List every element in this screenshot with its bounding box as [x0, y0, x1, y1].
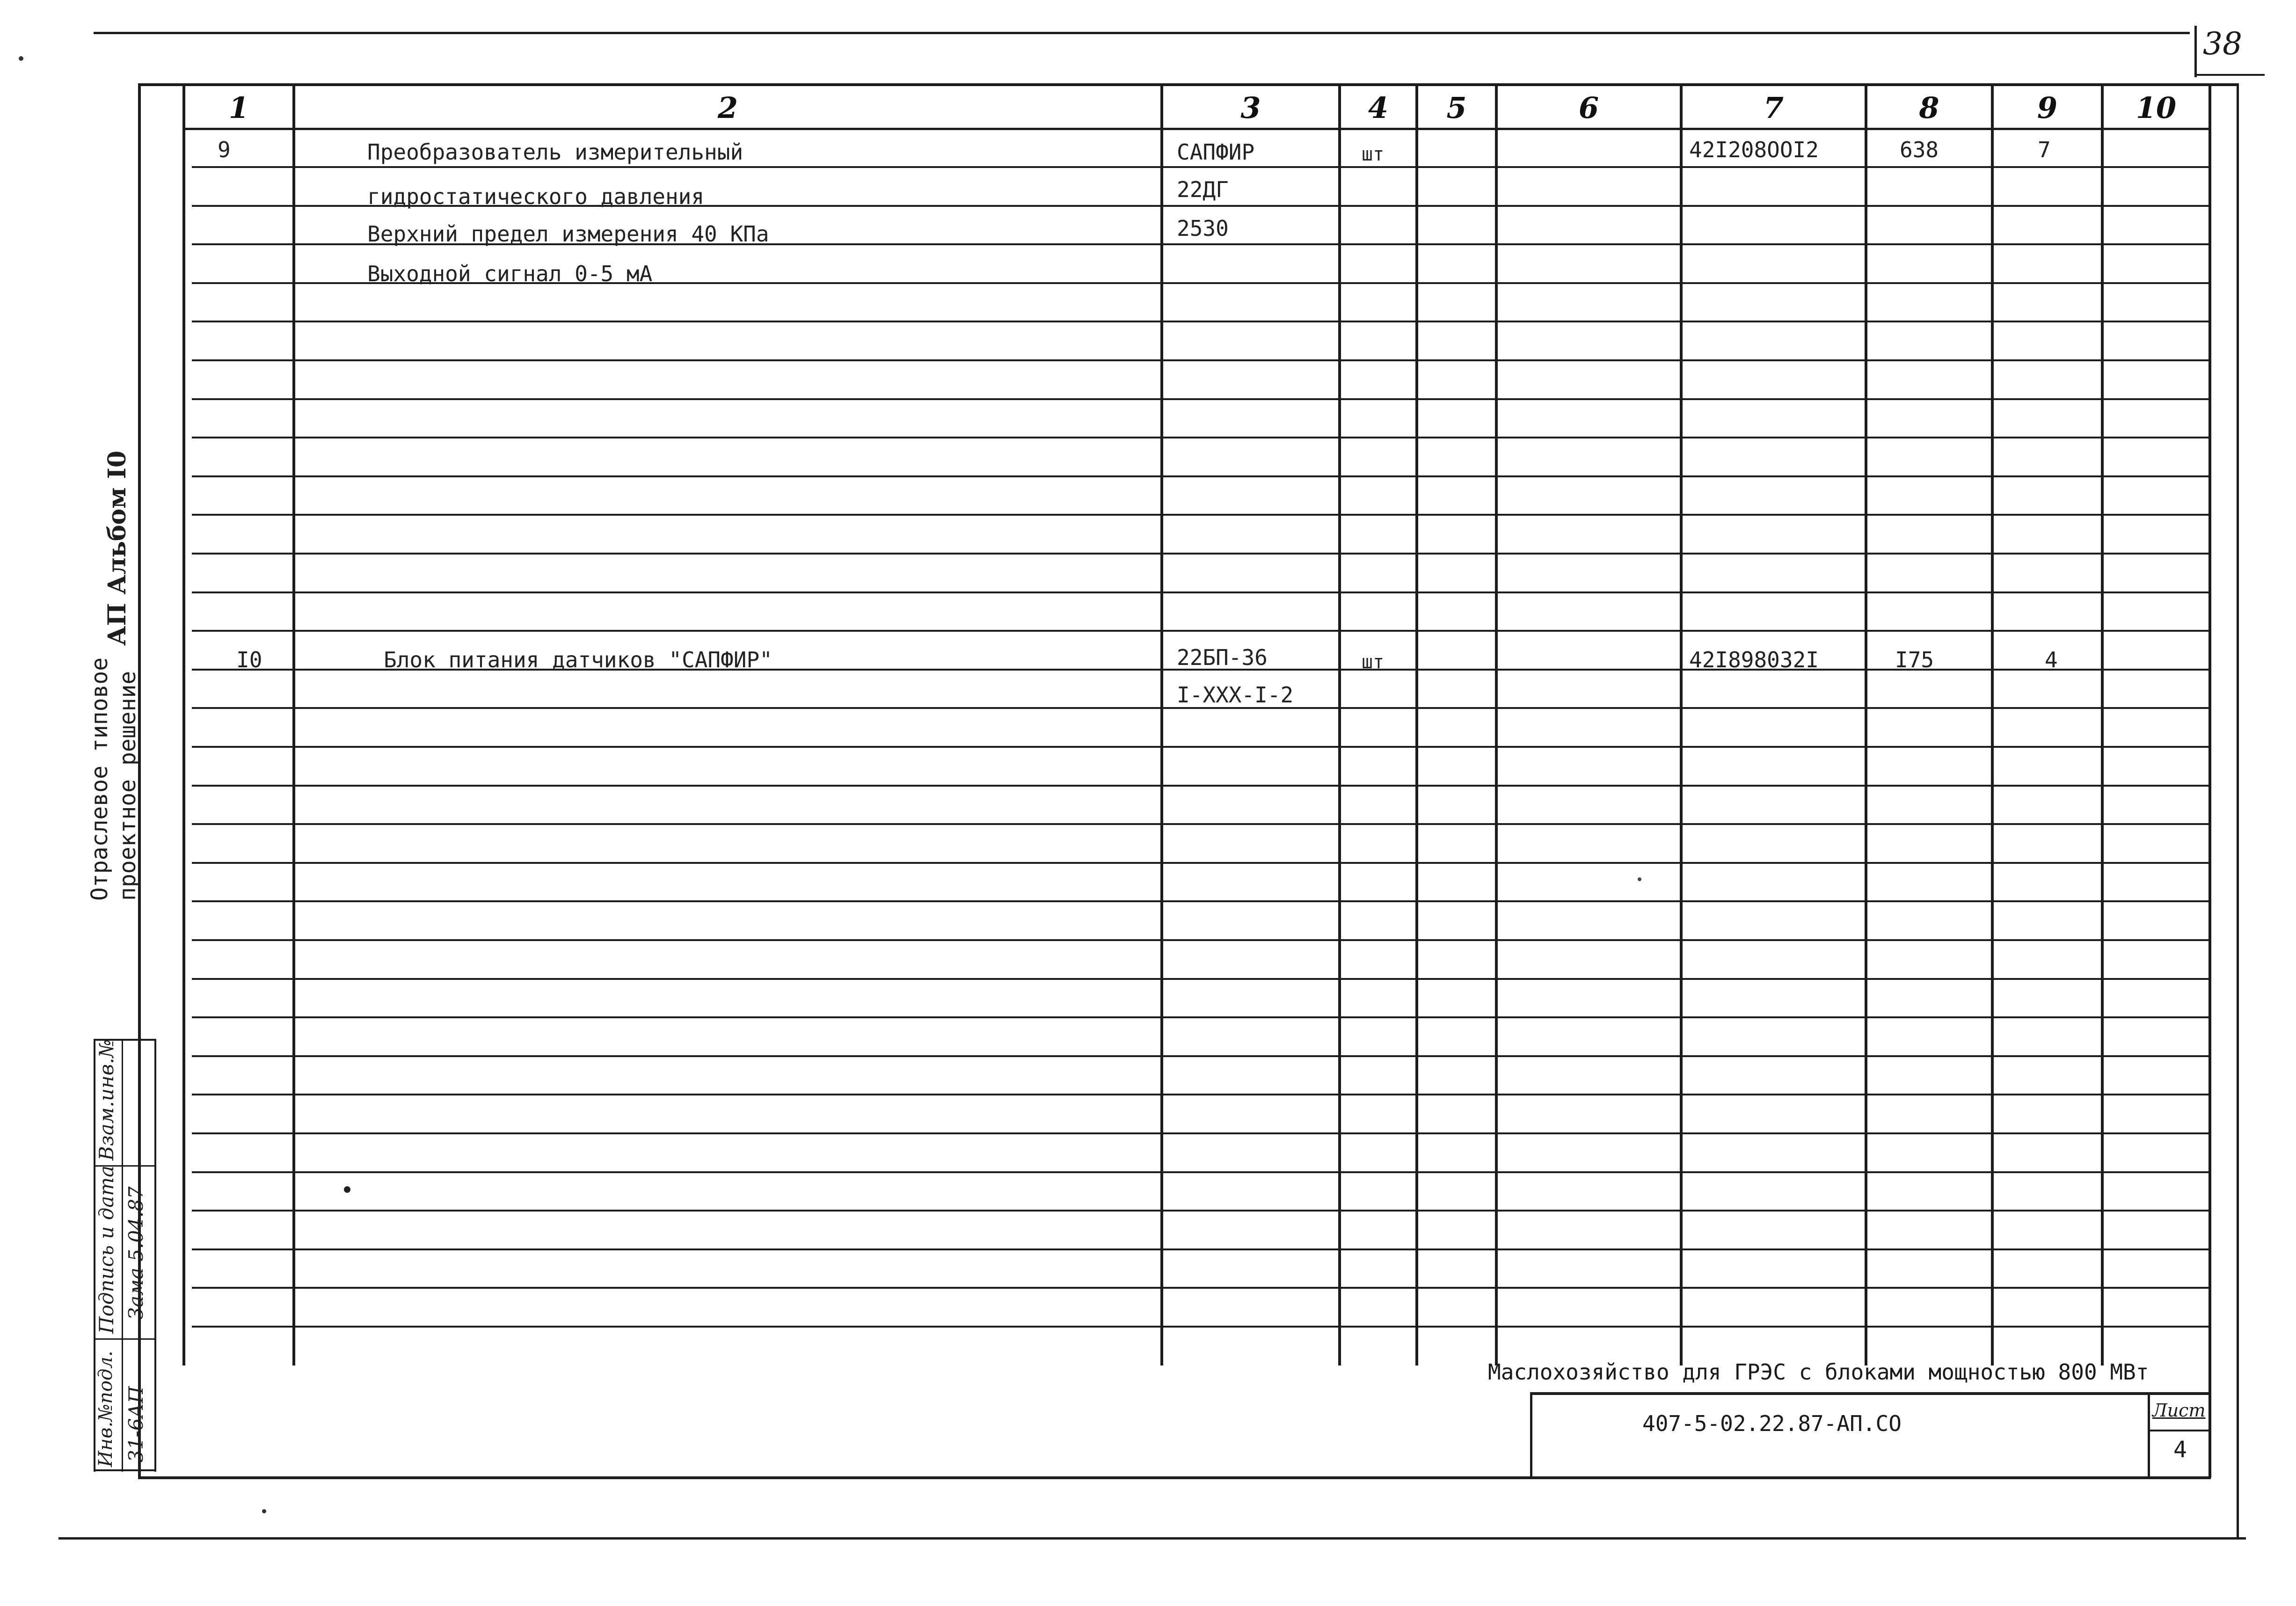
- item-type: 22БП-36: [1177, 645, 1268, 670]
- table-row-rule: [192, 321, 2211, 322]
- item-name: Преобразователь измерительный: [367, 139, 743, 165]
- page-number: 38: [2203, 26, 2242, 62]
- table-row-rule: [192, 1326, 2211, 1328]
- table-row-rule: [192, 1171, 2211, 1173]
- inventory-number-label: Инв.№подл.: [95, 1350, 117, 1467]
- scan-speck: [19, 56, 23, 61]
- item-unit: шт: [1362, 651, 1385, 673]
- inventory-number-value: 31-6АП: [124, 1386, 147, 1462]
- item-name: гидростатического давления: [367, 184, 705, 209]
- item-name: Блок питания датчиков "САПФИР": [384, 647, 773, 672]
- signature-date-value: Зама 5.04.87: [124, 1186, 147, 1320]
- project-title: Маслохозяйство для ГРЭС с блоками мощностью 800 МВт: [1488, 1359, 2149, 1385]
- table-row-rule: [192, 514, 2211, 516]
- table-row-rule: [192, 746, 2211, 748]
- document-code: 407-5-02.22.87-АП.СО: [1642, 1411, 1902, 1436]
- item-col8: 638: [1900, 137, 1939, 162]
- table-row-rule: [192, 939, 2211, 941]
- table-row-rule: [192, 591, 2211, 593]
- item-quantity: 7: [2038, 137, 2051, 162]
- scan-speck: [262, 1509, 266, 1513]
- column-header-2: 2: [717, 90, 738, 125]
- table-row-rule: [192, 785, 2211, 787]
- album-label: АП Альбом I0: [103, 450, 131, 646]
- column-header-8: 8: [1919, 90, 1939, 125]
- item-type: I-XXX-I-2: [1177, 682, 1294, 708]
- table-row-rule: [192, 900, 2211, 902]
- table-row-rule: [192, 398, 2211, 400]
- signature-date-label: Подпись и дата: [95, 1165, 118, 1334]
- table-row-rule: [192, 630, 2211, 632]
- item-col8: I75: [1895, 647, 1934, 672]
- item-type: 2530: [1177, 216, 1229, 241]
- position-number: I0: [236, 647, 262, 672]
- table-row-rule: [192, 1094, 2211, 1095]
- item-code: 42I898032I: [1689, 647, 1819, 672]
- column-header-6: 6: [1578, 90, 1599, 125]
- item-quantity: 4: [2045, 647, 2058, 672]
- table-row-rule: [192, 553, 2211, 555]
- item-type: САПФИР: [1177, 139, 1255, 165]
- replace-inventory-label: Взам.инв.№: [95, 1039, 118, 1161]
- column-header-7: 7: [1763, 90, 1784, 125]
- document-type-line1: Отраслевое типовое: [87, 657, 113, 901]
- table-row-rule: [192, 862, 2211, 864]
- column-header-4: 4: [1368, 90, 1389, 125]
- scan-speck: [1638, 877, 1641, 881]
- table-row-rule: [192, 1248, 2211, 1250]
- item-code: 42I208OOI2: [1689, 137, 1819, 162]
- item-type: 22ДГ: [1177, 177, 1229, 202]
- sheet-label: Лист: [2152, 1400, 2206, 1421]
- column-header-5: 5: [1446, 90, 1467, 125]
- table-row-rule: [192, 1016, 2211, 1018]
- scan-speck: [344, 1186, 350, 1193]
- column-header-1: 1: [228, 90, 249, 125]
- table-row-rule: [192, 166, 2211, 168]
- column-header-10: 10: [2136, 90, 2177, 125]
- table-row-rule: [192, 823, 2211, 825]
- table-row-rule: [192, 1287, 2211, 1289]
- document-type-line2: проектное решение: [115, 671, 141, 901]
- column-header-9: 9: [2037, 90, 2058, 125]
- sheet-number: 4: [2173, 1437, 2187, 1463]
- table-row-rule: [192, 1132, 2211, 1134]
- table-row-rule: [192, 1210, 2211, 1212]
- position-number: 9: [218, 137, 231, 162]
- table-row-rule: [192, 437, 2211, 438]
- table-row-rule: [192, 1055, 2211, 1057]
- item-name: Выходной сигнал 0-5 мА: [367, 261, 653, 286]
- item-unit: шт: [1362, 144, 1385, 165]
- table-row-rule: [192, 475, 2211, 477]
- table-row-rule: [192, 978, 2211, 980]
- column-header-3: 3: [1240, 90, 1261, 125]
- table-row-rule: [192, 359, 2211, 361]
- item-name: Верхний предел измерения 40 КПа: [367, 221, 769, 247]
